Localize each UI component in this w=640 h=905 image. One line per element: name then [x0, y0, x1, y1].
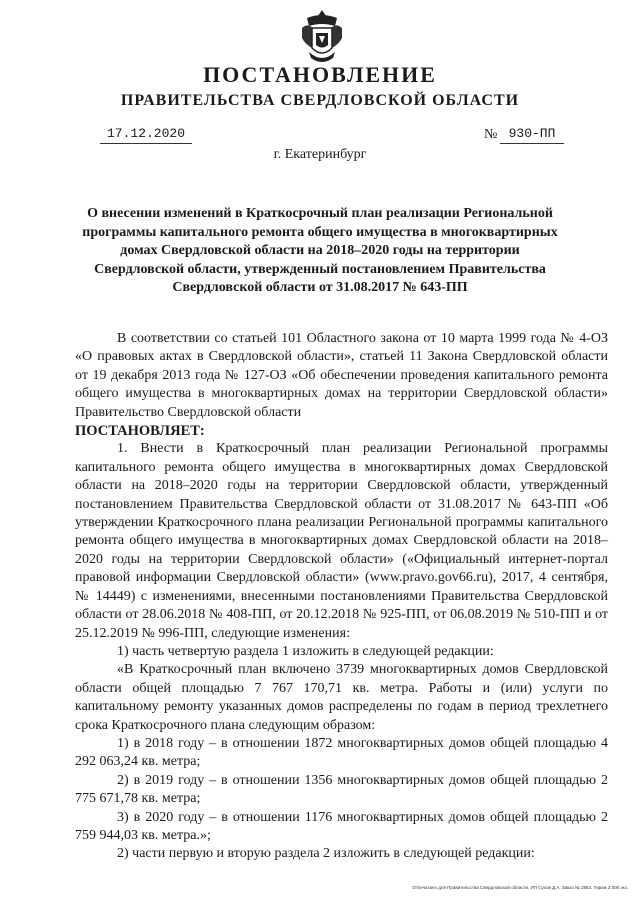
preamble-paragraph: В соответствии со статьей 101 Областного закона от 10 марта 1999 года № 4-ОЗ «О правовых актах в Свердловской области», статьей 11 Закона Свердловской области от 19 декабря 2013 года № 127-ОЗ «Об обеспечении проведения капитального ремонта общего имущества в многоквартирных домах на территории Свердловской области» Правительство Свердловской области [75, 331, 608, 420]
year-2020-paragraph: 3) в 2020 году – в отношении 1176 многоквартирных домов общей площадью 2 759 944,03 кв. метра.»; [75, 809, 608, 843]
document-body [75, 330, 608, 864]
subitem-1-paragraph: 1) часть четвертую раздела 1 изложить в следующей редакции: [117, 643, 494, 659]
document-number-label: № [484, 127, 498, 142]
year-2018-paragraph: 1) в 2018 году – в отношении 1872 многоквартирных домов общей площадью 4 292 063,24 кв. метра; [75, 735, 608, 770]
quoted-paragraph: «В Краткосрочный план включено 3739 многоквартирных домов Свердловской области общей площадью 7 767 170,71 кв. метра. Работы и (или) услуги по капитальному ремонту указанных домов распределены по годам в период трехлетнего срока Краткосрочного плана следующим образом: [75, 662, 608, 733]
item-1-paragraph: 1. Внести в Краткосрочный план реализации Региональной программы капитального ремонта общего имущества в многоквартирных домах Свердловской области на 2018–2020 годы на территории Свердловской области, утвержденный постановлением Правительства Свердловской области от 31.08.2017 № 643-ПП «Об утверждении Краткосрочного плана реализации Региональной программы капитального ремонта общего имущества в многоквартирных домах Свердловской области на 2018–2020 годы на территории Свердловской области» («Официальный интернет-портал правовой информации Свердловской области» (www.pravo.gov66.ru), 2017, 4 сентября, № 14449) с изменениями, внесенными постановлениями Правительства Свердловской области от 28.06.2018 № 408-ПП, от 20.12.2018 № 925-ПП, от 06.08.2019 № 510-ПП и от 25.12.2019 № 996-ПП, следующие изменения: [75, 441, 608, 641]
decree-word: ПОСТАНОВЛЯЕТ: [75, 423, 205, 440]
issuing-authority: ПРАВИТЕЛЬСТВА СВЕРДЛОВСКОЙ ОБЛАСТИ [120, 92, 520, 109]
coat-of-arms-emblem [299, 8, 345, 64]
document-type-heading: ПОСТАНОВЛЕНИЕ [203, 62, 437, 87]
print-footer: Отпечатано для Правительства Свердловской области. ИП Сухов Д.А. Заказ № 2863. Тираж 2 000 экз. [412, 885, 628, 890]
document-date: 17.12.2020 [100, 125, 192, 144]
document-number: 930-ПП [500, 125, 564, 144]
document-title: О внесении изменений в Краткосрочный план реализации Региональной программы капитального ремонта общего имущества в многоквартирных домах Свердловской области на 2018–2020 годы на территории Свердловской области, утвержденный постановлением Правительства Свердловской области от 31.08.2017 № 643-ПП [82, 206, 558, 295]
subitem-2-paragraph: 2) части первую и вторую раздела 2 изложить в следующей редакции: [117, 846, 535, 862]
year-2019-paragraph: 2) в 2019 году – в отношении 1356 многоквартирных домов общей площадью 2 775 671,78 кв. метра; [75, 772, 608, 807]
document-city: г. Екатеринбург [273, 147, 367, 162]
